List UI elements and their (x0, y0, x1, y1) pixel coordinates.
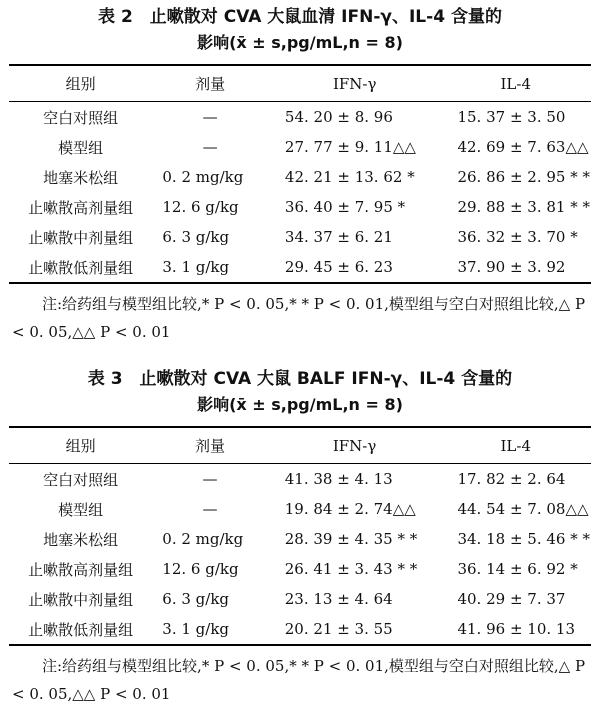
table2-header-row (9, 65, 591, 102)
table2-note: 注:给药组与模型组比较,* P < 0. 05,* * P < 0. 01,模型组与空白对照组比较,△ P < 0. 05,△△ P < 0. 01 (12, 295, 586, 341)
group-cell: 模型组 (58, 500, 104, 519)
table3-subtitle: 影响(x̄ ± s,pg/mL,n = 8) (197, 395, 403, 414)
table-row (9, 132, 591, 162)
il4-cell: 17. 82 ± 2. 64 (457, 470, 566, 488)
table2-header-il4: IL-4 (500, 74, 531, 93)
table3-header-group: 组别 (65, 437, 96, 455)
table3 (9, 426, 591, 646)
table3-note: 注:给药组与模型组比较,* P < 0. 05,* * P < 0. 01,模型组与空白对照组比较,△ P < 0. 05,△△ P < 0. 01 (12, 657, 586, 703)
table-row (9, 614, 591, 645)
ifn-cell: 34. 37 ± 6. 21 (284, 228, 393, 246)
group-cell: 空白对照组 (43, 108, 119, 127)
table-row (9, 252, 591, 283)
ifn-cell: 28. 39 ± 4. 35 * * (284, 530, 418, 548)
dose-cell: 0. 2 mg/kg (162, 530, 244, 548)
table-row (9, 162, 591, 192)
group-cell: 模型组 (58, 138, 104, 157)
group-cell: 止嗽散高剂量组 (28, 198, 134, 217)
table2-title: 表 2 止嗽散对 CVA 大鼠血清 IFN-γ、IL-4 含量的 (98, 7, 502, 27)
table3-header-ifn: IFN-γ (332, 436, 377, 455)
group-cell: 止嗽散高剂量组 (28, 560, 134, 579)
il4-cell: 29. 88 ± 3. 81 * * (457, 198, 590, 216)
table2-header-ifn: IFN-γ (332, 74, 377, 93)
dose-cell: — (202, 138, 218, 156)
dose-cell: — (202, 108, 218, 126)
group-cell: 空白对照组 (43, 470, 119, 489)
il4-cell: 37. 90 ± 3. 92 (457, 258, 566, 276)
table-row (9, 554, 591, 584)
il4-cell: 36. 14 ± 6. 92 * (457, 560, 578, 578)
table3-caption (0, 366, 600, 418)
table2-subtitle: 影响(x̄ ± s,pg/mL,n = 8) (197, 33, 403, 52)
dose-cell: — (202, 470, 218, 488)
table2-caption (0, 4, 600, 56)
dose-cell: 6. 3 g/kg (162, 590, 230, 608)
il4-cell: 34. 18 ± 5. 46 * * (457, 530, 590, 548)
ifn-cell: 42. 21 ± 13. 62 * (284, 168, 415, 186)
table-row (9, 102, 591, 133)
il4-cell: 36. 32 ± 3. 70 * (457, 228, 578, 246)
ifn-cell: 36. 40 ± 7. 95 * (284, 198, 406, 216)
group-cell: 地塞米松组 (43, 168, 119, 187)
group-cell: 止嗽散中剂量组 (28, 228, 134, 247)
dose-cell: 12. 6 g/kg (162, 560, 239, 578)
table2 (9, 64, 591, 284)
table2-block (0, 4, 600, 346)
il4-cell: 26. 86 ± 2. 95 * * (457, 168, 590, 186)
table3-block (0, 366, 600, 708)
ifn-cell: 54. 20 ± 8. 96 (284, 108, 393, 126)
table2-header-group: 组别 (65, 75, 96, 93)
table3-header-row (9, 427, 591, 464)
table3-title: 表 3 止嗽散对 CVA 大鼠 BALF IFN-γ、IL-4 含量的 (87, 369, 513, 389)
ifn-cell: 19. 84 ± 2. 74△△ (284, 500, 416, 518)
dose-cell: — (202, 500, 218, 518)
group-cell: 地塞米松组 (43, 530, 119, 549)
dose-cell: 3. 1 g/kg (162, 258, 230, 276)
il4-cell: 41. 96 ± 10. 13 (457, 620, 575, 638)
dose-cell: 3. 1 g/kg (162, 620, 230, 638)
dose-cell: 0. 2 mg/kg (162, 168, 244, 186)
group-cell: 止嗽散低剂量组 (28, 620, 134, 639)
ifn-cell: 26. 41 ± 3. 43 * * (284, 560, 418, 578)
table-row (9, 584, 591, 614)
ifn-cell: 41. 38 ± 4. 13 (284, 470, 393, 488)
dose-cell: 12. 6 g/kg (162, 198, 239, 216)
table-row (9, 464, 591, 495)
ifn-cell: 29. 45 ± 6. 23 (284, 258, 393, 276)
group-cell: 止嗽散中剂量组 (28, 590, 134, 609)
il4-cell: 42. 69 ± 7. 63△△ (457, 138, 589, 156)
table-row (9, 192, 591, 222)
ifn-cell: 20. 21 ± 3. 55 (284, 620, 393, 638)
il4-cell: 15. 37 ± 3. 50 (457, 108, 566, 126)
ifn-cell: 23. 13 ± 4. 64 (284, 590, 393, 608)
dose-cell: 6. 3 g/kg (162, 228, 230, 246)
table-row (9, 494, 591, 524)
table3-header-dose: 剂量 (195, 437, 226, 455)
table-row (9, 222, 591, 252)
table2-header-dose: 剂量 (195, 75, 226, 93)
ifn-cell: 27. 77 ± 9. 11△△ (284, 138, 416, 156)
il4-cell: 44. 54 ± 7. 08△△ (457, 500, 589, 518)
table3-header-il4: IL-4 (500, 436, 531, 455)
table-row (9, 524, 591, 554)
group-cell: 止嗽散低剂量组 (28, 258, 134, 277)
il4-cell: 40. 29 ± 7. 37 (457, 590, 566, 608)
